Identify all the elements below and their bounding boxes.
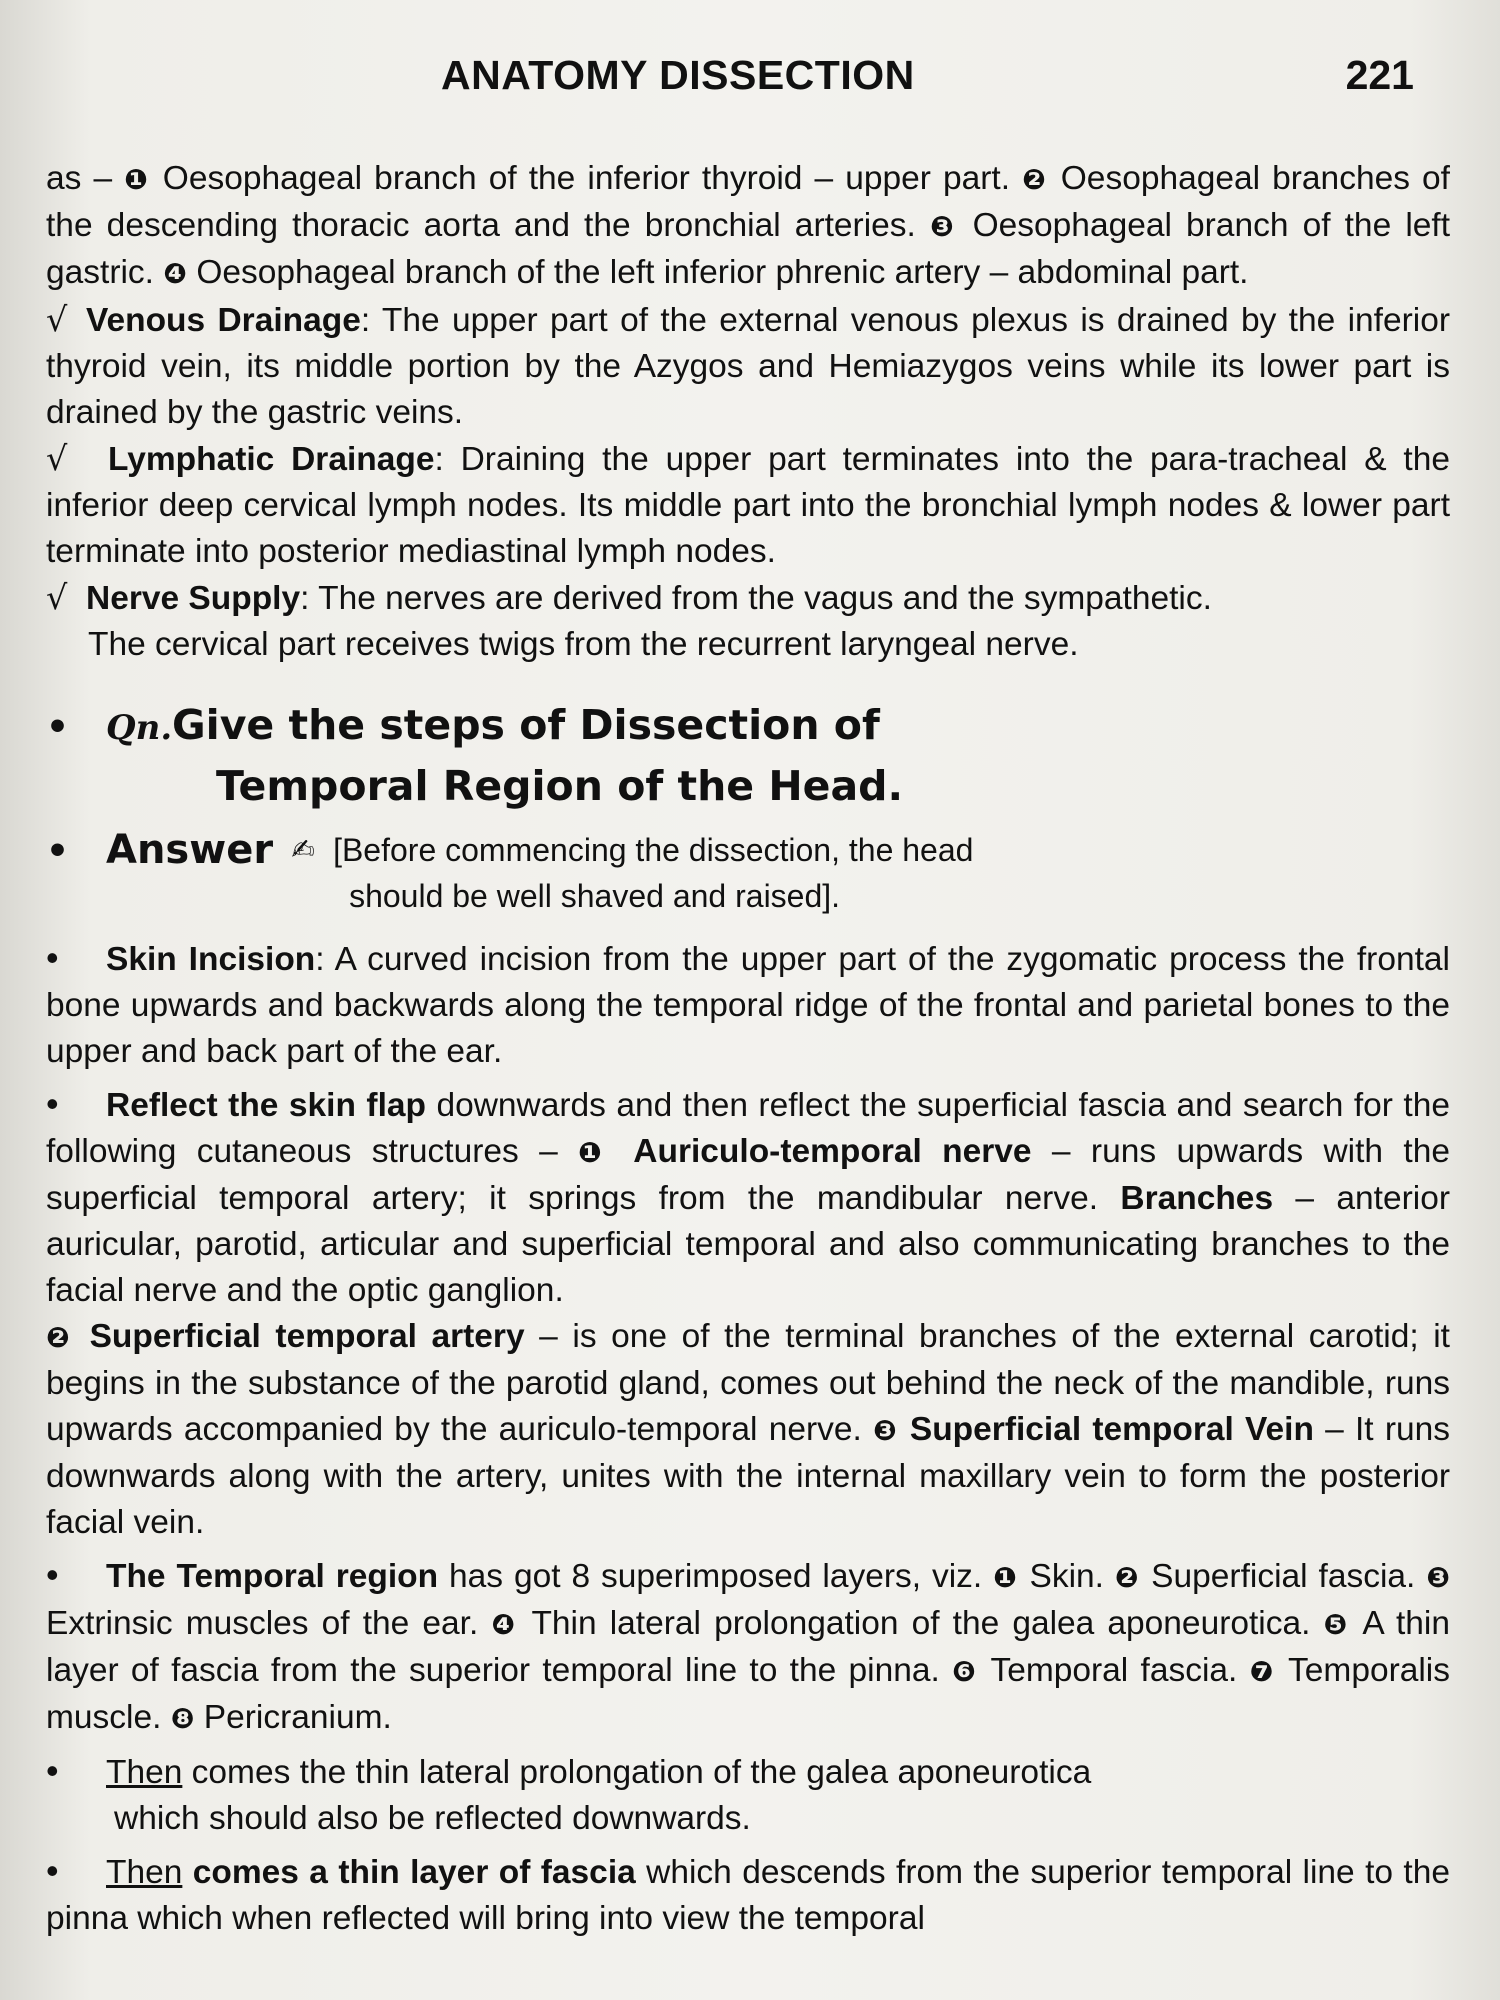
question-line-1: Give the steps of Dissection of: [172, 701, 880, 749]
arterial-item-1: Oesophageal branch of the inferior thyroid – upper part.: [162, 160, 1011, 197]
running-title: ANATOMY DISSECTION: [441, 52, 915, 98]
bullet-icon: •: [46, 937, 59, 978]
answer-note-line-2: should be well shaved and raised].: [349, 878, 841, 914]
answer-note-line-1: [Before commencing the dissection, the head: [333, 832, 974, 868]
arterial-item-3: Oesophageal branch of the left gastric.: [46, 207, 1451, 291]
venous-drainage-text: : The upper part of the external venous plexus is drained by the inferior thyroid vein, its middle portion by the Azygos and Hemiazygos veins while its lower part is drained by the gastric veins.: [46, 302, 1450, 431]
reflect-label: Reflect the skin flap: [106, 1087, 426, 1124]
layer-8: Pericranium.: [203, 1699, 392, 1736]
skin-incision-label: Skin Incision: [106, 941, 316, 978]
then-1-line-2: which should also be reflected downwards.: [114, 1800, 751, 1837]
skin-incision-text: : A curved incision from the upper part of the zygomatic process the frontal bone upwards and backwards along the temporal ridge of the frontal and parietal bones to the upper and back part of the ear.: [46, 941, 1450, 1070]
bullet-icon: •: [46, 1850, 59, 1891]
bullet-icon: •: [46, 707, 70, 748]
number-7-icon: ❼: [1249, 1655, 1277, 1688]
then-2-bold: comes a thin layer of fascia: [182, 1854, 636, 1891]
then-2-text: which descends from the superior temporal line to the pinna which when reflected will bring into view the temporal: [46, 1854, 1450, 1937]
then-word: Then: [106, 1754, 183, 1791]
layer-4: Thin lateral prolongation of the galea aponeurotica.: [531, 1605, 1311, 1642]
bullet-icon: •: [46, 1554, 59, 1595]
check-mark-icon: √: [46, 578, 68, 617]
number-2-icon: ❷: [46, 1321, 75, 1354]
superficial-temporal-artery-text: – is one of the terminal branches of the external carotid; it begins in the substance of the parotid gland, comes out behind the neck of the mandible, runs upwards accompanied by the auriculo-temporal nerve.: [46, 1318, 1450, 1448]
auriculo-temporal-label: Auriculo-temporal nerve: [633, 1133, 1032, 1170]
then-paragraph-2: [46, 1848, 1450, 1942]
lymphatic-drainage-text: : Draining the upper part terminates into the para-tracheal & the inferior deep cervical lymph nodes. Its middle part into the bronchial lymph nodes & lower part terminate into posterior mediastinal lymph nodes.: [46, 441, 1450, 570]
writing-hand-icon: ✍: [291, 834, 315, 865]
arterial-item-2: Oesophageal branches of the descending thoracic aorta and the bronchial arteries.: [46, 160, 1450, 244]
page-header: [46, 52, 1450, 112]
superficial-temporal-vein-text: – It runs downwards along with the artery, unites with the internal maxillary vein to form the posterior facial vein.: [46, 1411, 1450, 1541]
nerve-supply-paragraph: [46, 575, 1450, 622]
nerve-supply-label: Nerve Supply: [86, 580, 301, 617]
superficial-temporal-paragraph: [46, 1314, 1450, 1546]
nerve-supply-continuation: [46, 622, 1450, 668]
number-4-icon: ❹: [163, 257, 188, 290]
number-2-icon: ❷: [1114, 1561, 1141, 1594]
superficial-temporal-vein-label: Superficial temporal Vein: [909, 1411, 1314, 1448]
answer-label: Answer: [106, 827, 274, 873]
question-icon: Qn.: [106, 708, 173, 748]
venous-drainage-label: Venous Drainage: [86, 302, 361, 339]
number-6-icon: ❻: [952, 1655, 979, 1688]
layer-6: Temporal fascia.: [990, 1652, 1238, 1689]
answer-note: [333, 827, 973, 919]
then-1-line-1: comes the thin lateral prolongation of the galea aponeurotica: [182, 1754, 1092, 1791]
reflect-skin-flap-paragraph: [46, 1081, 1450, 1314]
arterial-item-4: Oesophageal branch of the left inferior phrenic artery – abdominal part.: [196, 254, 1249, 291]
nerve-supply-text: : The nerves are derived from the vagus and the sympathetic.: [300, 580, 1212, 617]
then-paragraph-1: [46, 1748, 1450, 1796]
number-3-icon: ❸: [1426, 1561, 1450, 1594]
number-1-icon: ❶: [993, 1561, 1019, 1594]
layer-5: A thin layer of fascia from the superior temporal line to the pinna.: [46, 1605, 1450, 1689]
layers-intro: has got 8 superimposed layers, viz.: [438, 1558, 983, 1595]
number-8-icon: ❽: [170, 1702, 195, 1735]
page-number: 221: [1345, 52, 1414, 98]
number-3-icon: ❸: [873, 1414, 899, 1447]
temporal-layers-paragraph: [46, 1552, 1450, 1742]
venous-drainage-paragraph: [46, 297, 1450, 436]
arterial-supply-paragraph: [46, 156, 1450, 297]
branches-text: – anterior auricular, parotid, articular and superficial temporal and also communicating branches to the facial nerve and the optic ganglion.: [46, 1180, 1450, 1309]
layer-1: Skin.: [1029, 1558, 1104, 1595]
temporal-region-label: The Temporal region: [106, 1558, 439, 1595]
number-1-icon: ❶: [124, 163, 151, 196]
layer-7: Temporalis muscle.: [46, 1652, 1451, 1736]
question-line-2: Temporal Region of the Head.: [216, 762, 904, 810]
lymphatic-drainage-label: Lymphatic Drainage: [108, 441, 435, 478]
bullet-icon: •: [46, 1750, 59, 1791]
then-paragraph-1-continuation: [46, 1796, 1450, 1842]
check-mark-icon: √: [46, 439, 68, 478]
check-mark-icon: √: [46, 300, 68, 339]
superficial-temporal-artery-label: Superficial temporal artery: [89, 1318, 525, 1355]
auriculo-temporal-text: – runs upwards with the superficial temporal artery; it springs from the mandibular nerve.: [46, 1133, 1450, 1217]
number-3-icon: ❸: [929, 210, 959, 243]
number-2-icon: ❷: [1022, 163, 1049, 196]
question-heading: [46, 696, 1450, 815]
bullet-icon: •: [46, 1083, 59, 1124]
skin-incision-paragraph: [46, 935, 1450, 1075]
bullet-icon: •: [46, 831, 70, 872]
answer-row: [46, 827, 1450, 919]
reflect-text: downwards and then reflect the superficial fascia and search for the following cutaneous structures –: [46, 1087, 1451, 1170]
line-prefix: as –: [46, 160, 113, 197]
lymphatic-drainage-paragraph: [46, 436, 1450, 575]
layer-2: Superficial fascia.: [1151, 1558, 1416, 1595]
number-4-icon: ❹: [491, 1608, 519, 1641]
nerve-supply-text-2: The cervical part receives twigs from the recurrent laryngeal nerve.: [88, 626, 1079, 663]
number-1-icon: ❶: [578, 1136, 613, 1169]
branches-label: Branches: [1120, 1180, 1274, 1217]
layer-3: Extrinsic muscles of the ear.: [46, 1605, 479, 1642]
number-5-icon: ❺: [1323, 1608, 1352, 1641]
then-word: Then: [106, 1854, 183, 1891]
